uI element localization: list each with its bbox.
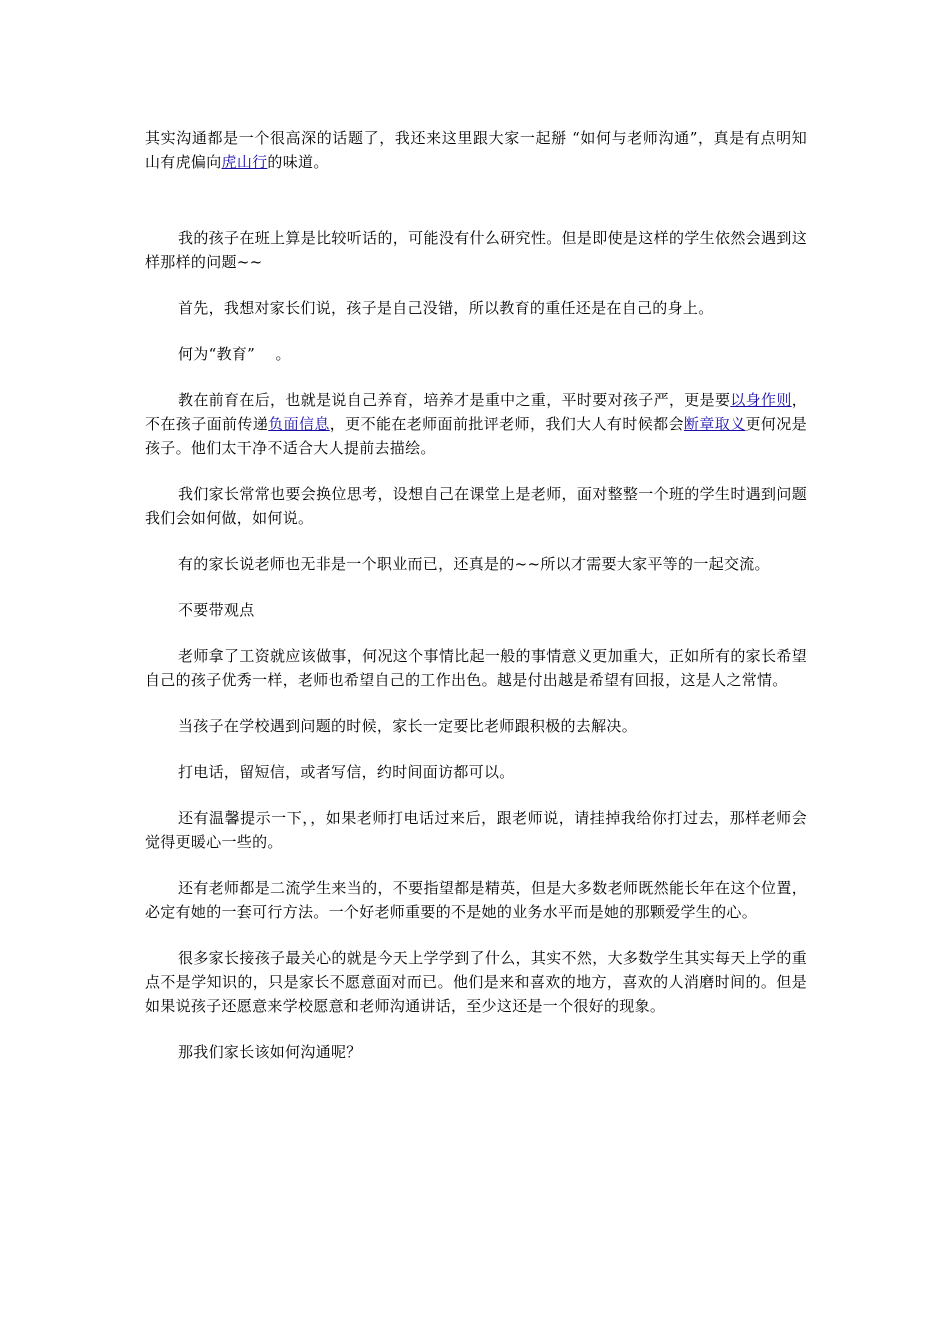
paragraph-9: 当孩子在学校遇到问题的时候，家长一定要比老师跟积极的去解决。 — [178, 717, 638, 735]
paragraph-13: 很多家长接孩子最关心的就是今天上学学到了什么，其实不然，大多数学生其实每天上学的重点不是学知识的，只是家长不愿意面对而已。他们是来和喜欢的地方，喜欢的人消磨时间的。但是如果说孩子还愿意来学校愿意和老师沟通讲话，至少这还是一个很好的现象。 — [145, 949, 807, 1015]
paragraph-11: 还有温馨提示一下，，如果老师打电话过来后，跟老师说，请挂掉我给你打过去，那样老师会觉得更暖心一些的。 — [145, 809, 807, 851]
paragraph-3: 何为“教育” 。 — [178, 345, 291, 363]
document-body — [145, 126, 807, 1064]
p4-text-3: ，更不能在老师面前批评老师，我们大人有时候都会 — [329, 415, 684, 433]
paragraph-2: 首先，我想对家长们说，孩子是自己没错，所以教育的重任还是在自己的身上。 — [178, 299, 714, 317]
link-out-of-context[interactable]: 断章取义 — [683, 415, 746, 433]
p4-text-4: 更何况是孩子。他们太干净不适合大人提前去描绘。 — [145, 415, 808, 457]
link-negative-info[interactable]: 负面信息 — [268, 415, 330, 433]
paragraph-6: 有的家长说老师也无非是一个职业而已，还真是的~~所以才需要大家平等的一起交流。 — [178, 555, 770, 573]
paragraph-1: 我的孩子在班上算是比较听话的，可能没有什么研究性。但是即使是这样的学生依然会遇到这样那样的问题~~ — [145, 229, 807, 271]
paragraph-8: 老师拿了工资就应该做事，何况这个事情比起一般的事情意义更加重大，正如所有的家长希望自己的孩子优秀一样，老师也希望自己的工作出色。越是付出越是希望有回报，这是人之常情。 — [145, 647, 807, 689]
link-tiger-mountain[interactable]: 虎山行 — [221, 153, 268, 171]
intro-paragraph — [145, 126, 807, 174]
paragraph-12: 还有老师都是二流学生来当的，不要指望都是精英，但是大多数老师既然能长年在这个位置，必定有她的一套可行方法。一个好老师重要的不是她的业务水平而是她的那颗爱学生的心。 — [145, 879, 807, 921]
intro-text-2: 的味道。 — [267, 153, 329, 171]
p4-text-1: 教在前育在后，也就是说自己养育，培养才是重中之重，平时要对孩子严，更是要 — [178, 391, 731, 409]
paragraph-7: 不要带观点 — [178, 601, 255, 619]
paragraph-5: 我们家长常常也要会换位思考，设想自己在课堂上是老师，面对整整一个班的学生时遇到问题我们会如何做，如何说。 — [145, 485, 807, 527]
link-lead-by-example[interactable]: 以身作则 — [730, 391, 792, 409]
intro-text-1: 其实沟通都是一个很高深的话题了，我还来这里跟大家一起掰 “如何与老师沟通”，真是有点明知山有虎偏向 — [145, 129, 807, 171]
paragraph-14: 那我们家长该如何沟通呢？ — [178, 1043, 362, 1061]
paragraph-10: 打电话，留短信，或者写信，约时间面访都可以。 — [178, 763, 515, 781]
p4-text-2: ，不在孩子面前传递 — [145, 391, 807, 433]
paragraph-4 — [145, 388, 807, 460]
